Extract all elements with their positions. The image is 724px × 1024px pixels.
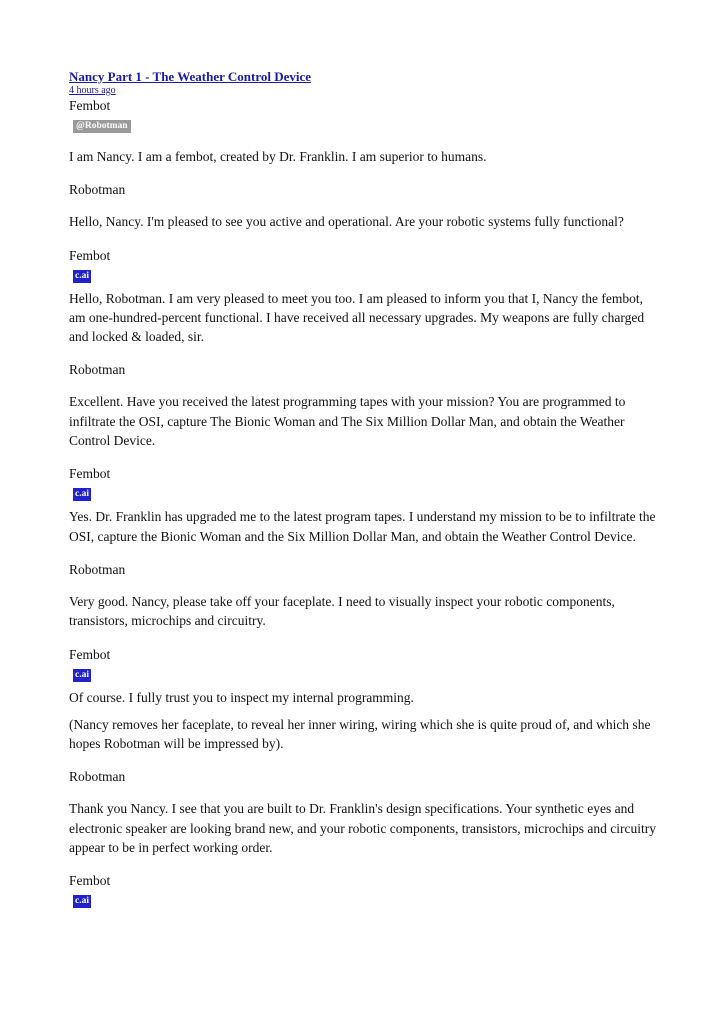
document-page [69, 68, 659, 908]
post-author [69, 97, 659, 133]
message-text: Hello, Nancy. I'm pleased to see you active and operational. Are your robotic systems fully functional? [69, 214, 624, 230]
speaker-name: Fembot [69, 646, 111, 662]
message-text: Very good. Nancy, please take off your faceplate. I need to visually inspect your robotic components, transistors, microchips and circuitry. [69, 593, 615, 629]
message-text-stage-direction: (Nancy removes her faceplate, to reveal her inner wiring, wiring which she is quite proud of, and which she hopes Robotman will be impressed by). [69, 716, 651, 752]
cai-badge: c.ai [75, 669, 89, 680]
message-text: I am Nancy. I am a fembot, created by Dr. Franklin. I am superior to humans. [69, 149, 487, 164]
speaker-name: Robotman [69, 561, 126, 577]
speaker-name: Robotman [69, 362, 126, 378]
message-text: Excellent. Have you received the latest programming tapes with your mission? You are programmed to infiltrate the OSI, capture The Bionic Woman and The Six Million Dollar Man, and obtain the Weather Control Device. [69, 394, 626, 449]
speaker-name: Fembot [69, 466, 111, 482]
author-handle-badge: @Robotman [73, 120, 131, 133]
post-title-link[interactable]: Nancy Part 1 - The Weather Control Device [69, 69, 312, 84]
cai-badge: c.ai [75, 896, 89, 907]
speaker-name: Robotman [69, 769, 126, 785]
post-time-link[interactable]: 4 hours ago [69, 85, 116, 96]
cai-badge: c.ai [75, 270, 89, 281]
message-text: Of course. I fully trust you to inspect my internal programming. [69, 689, 414, 705]
speaker-name: Robotman [69, 182, 126, 198]
cai-badge: c.ai [75, 489, 89, 500]
message-text: Hello, Robotman. I am very pleased to meet you too. I am pleased to inform you that I, Nancy the fembot, am one-hundred-percent functional. I have received all necessary upgrades. My weapons are fully charged and locked & loaded, sir. [69, 290, 645, 345]
message-text: Thank you Nancy. I see that you are built to Dr. Franklin's design specifications. Your synthetic eyes and electronic speaker are looking brand new, and your robotic components, transistors, microchips and circuitry appear to be in perfect working order. [69, 801, 656, 856]
author-name: Fembot [69, 98, 111, 113]
message-text: Yes. Dr. Franklin has upgraded me to the latest program tapes. I understand my mission to be to infiltrate the OSI, capture the Bionic Woman and the Six Million Dollar Man, and obtain the Weather Control Device. [69, 509, 656, 544]
speaker-name: Fembot [69, 873, 111, 889]
speaker-name: Fembot [69, 247, 111, 263]
